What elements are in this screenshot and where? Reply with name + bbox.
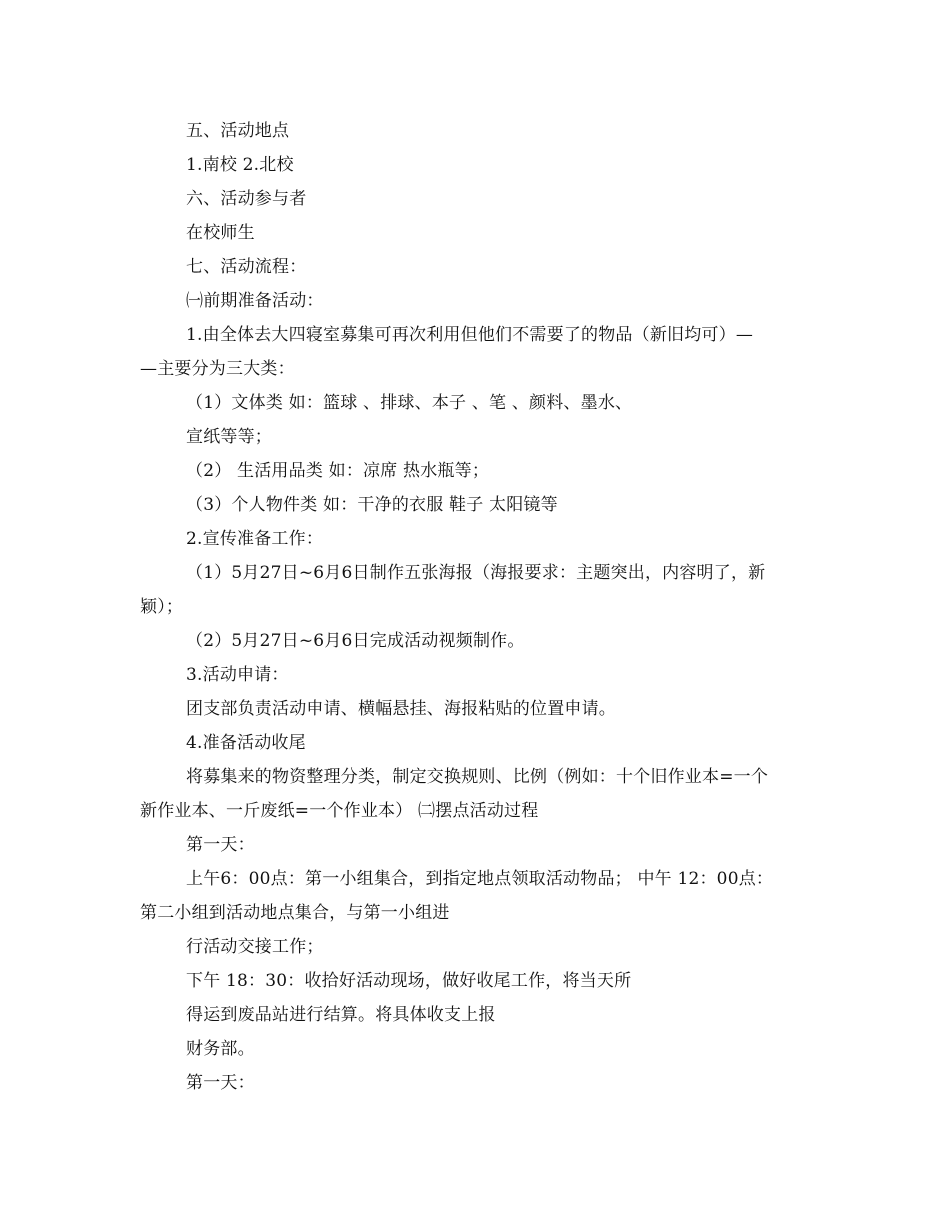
paragraph-line: 上午6：00点：第一小组集合，到指定地点领取活动物品； 中午 12：00点： [186,869,774,889]
paragraph-line: （1）5月27日~6月6日制作五张海报（海报要求：主题突出，内容明了，新 [186,563,766,583]
paragraph-line: 团支部负责活动申请、横幅悬挂、海报粘贴的位置申请。 [186,699,616,719]
day-label: 第一天： [186,835,255,855]
paragraph-line: （2）5月27日~6月6日完成活动视频制作。 [186,631,525,651]
paragraph-line: （1）文体类 如：篮球 、排球、本子 、笔 、颜料、墨水、 [186,393,633,413]
paragraph-line: —主要分为三大类： [140,359,295,379]
paragraph-line: 1.由全体去大四寝室募集可再次利用但他们不需要了的物品（新旧均可）— [186,325,754,345]
heading-activity-location: 五、活动地点 [186,121,290,141]
paragraph-line: 第二小组到活动地点集合，与第一小组进 [140,903,450,923]
heading-activity-flow: 七、活动流程： [186,257,307,277]
paragraph-line: （3）个人物件类 如：干净的衣服 鞋子 太阳镜等 [186,495,558,515]
paragraph-line: 将募集来的物资整理分类，制定交换规则、比例（例如：十个旧作业本=一个 [186,767,769,787]
paragraph-line: 下午 18：30：收拾好活动现场，做好收尾工作，将当天所 [186,971,632,991]
paragraph-line: 新作业本、一斤废纸=一个作业本） ㈡摆点活动过程 [140,801,539,821]
heading-participants: 六、活动参与者 [186,189,307,209]
paragraph-line: 颖）； [140,597,184,617]
subheading-wrap-up: 4.准备活动收尾 [186,733,306,753]
paragraph-line: （2） 生活用品类 如：凉席 热水瓶等； [186,461,490,481]
location-list: 1.南校 2.北校 [186,155,294,175]
paragraph-line: 行活动交接工作； [186,937,324,957]
paragraph-line: 财务部。 [186,1039,255,1059]
participants-text: 在校师生 [186,223,255,243]
subheading-publicity: 2.宣传准备工作： [186,529,324,549]
subheading-preparation: ㈠前期准备活动： [186,291,324,311]
paragraph-line: 宣纸等等； [186,427,272,447]
subheading-application: 3.活动申请： [186,665,289,685]
paragraph-line: 得运到废品站进行结算。将具体收支上报 [186,1005,496,1025]
day-label: 第一天： [186,1073,255,1093]
